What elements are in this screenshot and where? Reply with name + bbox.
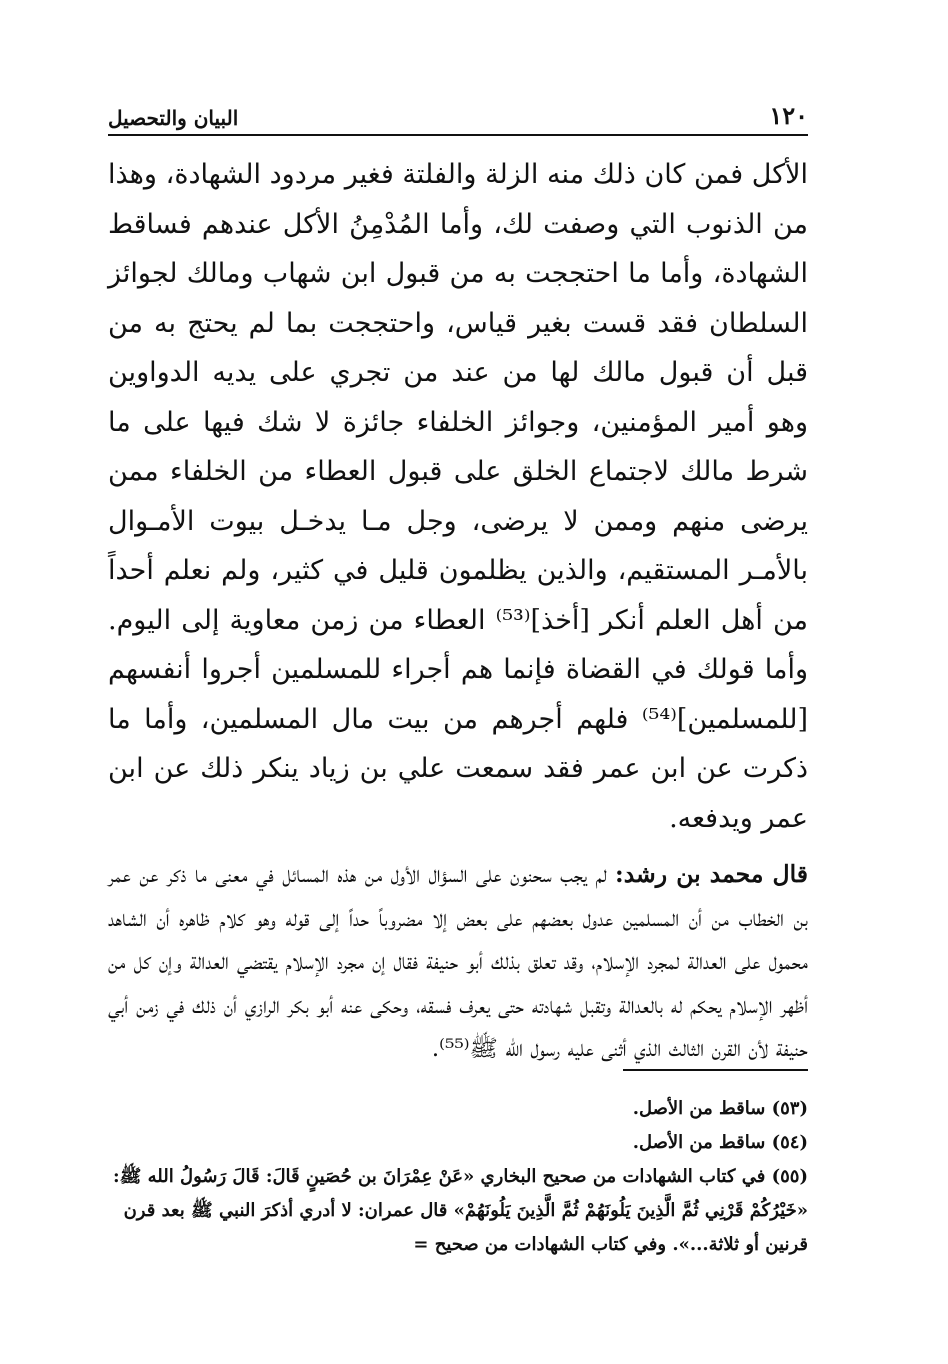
footnotes: [108, 1092, 808, 1262]
footnote-text: في كتاب الشهادات من صحيح البخاري «عَنْ عِمْرَانَ بن حُصَينٍ قَالَ: قَالَ رَسُولُ الله ﷺ: «خَيْرُكُمْ قَرْنِي ثُمَّ الَّذِينَ يَلُونَهُمْ ثُمَّ الَّذِينَ يَلُونَهُمْ» قال عمران: لا أدري أذكرَ النبي ﷺ بعد قرن قرنين أو ثلاثة...». وفي كتاب الشهادات من صحيح =: [112, 1166, 808, 1255]
footnote-53: [108, 1092, 808, 1126]
paragraph-2: [108, 853, 808, 1071]
footnote-divider: [623, 1069, 808, 1071]
footnote-text: ساقط من الأصل.: [632, 1132, 766, 1153]
page-header: [108, 96, 808, 136]
footnote-number: (٥٥): [771, 1166, 808, 1187]
footnote-number: (٥٣): [771, 1098, 808, 1119]
paragraph-2-text: لم يجب سحنون على السؤال الأول من هذه المسائل في معنى ما ذكر عن عمر بن الخطاب من أن المسلمين عدول بعضهم على بعض إلا مضروباً حداً إلى قوله وهو كلام ظاهره أن الشاهد محمول على العدالة لمجرد الإسلام، وقد تعلق بذلك أبو حنيفة فقال إن مجرد الإسلام يقتضي العدالة وإن كل من أظهر الإسلام يحكم له بالعدالة وتقبل شهادته حتى يعرف فسقه، وحكى عنه أبو بكر الرازي أن ذلك في زمن أبي حنيفة لأن القرن الثالث الذي أثنى عليه رسول الله ﷺ⁽⁵⁵⁾.: [108, 860, 808, 1062]
paragraph-2-lead: قال محمد بن رشد:: [615, 860, 808, 888]
footnote-number: (٥٤): [771, 1132, 808, 1153]
footnote-55: [108, 1160, 808, 1262]
main-text: [108, 150, 808, 1071]
running-title: البيان والتحصيل: [108, 106, 239, 130]
page-number: ١٢٠: [769, 101, 808, 130]
footnote-text: ساقط من الأصل.: [632, 1098, 766, 1119]
footnote-54: [108, 1126, 808, 1160]
paragraph-1: الأكل فمن كان ذلك منه الزلة والفلتة فغير مردود الشهادة، وهذا من الذنوب التي وصفت لك، وأما المُدْمِنُ الأكل عندهم فساقط الشهادة، وأما ما احتججت به من قبول ابن شهاب ومالك لجوائز السلطان فقد قست بغير قياس، واحتججت بما لم يحتج به من قبل أن قبول مالك لها من عند من تجري على يديه الدواوين وهو أمير المؤمنين، وجوائز الخلفاء جائزة لا شك فيها على ما شرط مالك لاجتماع الخلق على قبول العطاء من الخلفاء ممن يرضى منهم وممن لا يرضى، وجل مـا يدخـل بيوت الأمـوال بالأمـر المستقيم، والذين يظلمون قليل في كثير، ولم نعلم أحداً من أهل العلم أنكر [أخذ]⁽⁵³⁾ العطاء من زمن معاوية إلى اليوم. وأما قولك في القضاة فإنما هم أجراء للمسلمين أجروا أنفسهم [للمسلمين]⁽⁵⁴⁾ فلهم أجرهم من بيت مال المسلمين، وأما ما ذكرت عن ابن عمر فقد سمعت علي بن زياد ينكر ذلك عن ابن عمر ويدفعه.: [108, 159, 809, 834]
